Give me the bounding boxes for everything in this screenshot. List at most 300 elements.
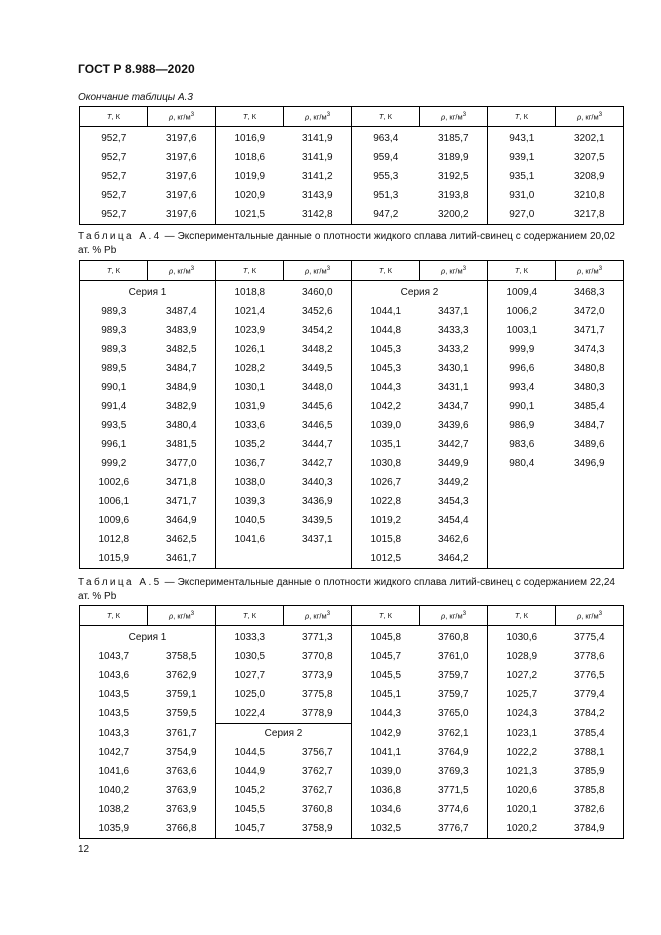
table-cell: 3460,0	[284, 281, 352, 303]
table-cell: 1044,3	[370, 382, 402, 393]
table-row	[80, 397, 624, 416]
table-cell: 3761,7	[148, 724, 216, 744]
table-cell: 990,1	[509, 401, 535, 412]
table-cell: 1009,6	[98, 515, 130, 526]
table-cell: 1036,7	[234, 458, 266, 469]
table-cell: 1044,3	[370, 708, 402, 720]
table-cell: 1045,3	[370, 344, 402, 355]
table-cell: 1023,1	[506, 727, 538, 739]
table-cell: 1006,1	[98, 496, 130, 507]
table-cell: 3784,2	[573, 708, 605, 720]
column-symbol: ρ	[440, 266, 446, 276]
temperature-header	[352, 261, 420, 281]
table-cell: 1041,1	[370, 747, 402, 758]
series-label: Серия 2	[216, 724, 352, 744]
table-cell: 3762,1	[420, 724, 488, 744]
table-cell: 1040,2	[98, 785, 130, 796]
table-cell: 1045,7	[234, 823, 266, 834]
unit-exponent: 3	[598, 265, 603, 272]
table-cell: 3200,2	[420, 205, 488, 225]
table-cell: 3771,3	[284, 626, 352, 648]
density-header	[420, 606, 488, 626]
table-row	[80, 359, 624, 378]
column-symbol: T	[514, 266, 520, 275]
table-cell: 3760,8	[420, 626, 488, 648]
table-cell: 3471,7	[148, 492, 216, 511]
table-cell: 3764,9	[420, 743, 488, 762]
table-cell: 3758,5	[148, 647, 216, 666]
table-cell: 1022,4	[216, 704, 284, 724]
column-unit: , кг/м	[309, 112, 327, 122]
table-cell: 3484,7	[573, 420, 605, 431]
table-a5-caption-label: Таблица А.5	[78, 577, 162, 588]
density-header	[556, 606, 624, 626]
table-row	[80, 340, 624, 359]
table-row	[80, 704, 624, 724]
table-cell: 3192,5	[420, 167, 488, 186]
temperature-header	[488, 261, 556, 281]
table-cell: 1030,5	[234, 651, 266, 662]
column-symbol: ρ	[168, 112, 174, 122]
table-cell: 1035,2	[234, 439, 266, 450]
table-cell: 3482,9	[148, 397, 216, 416]
table-cell: 1044,9	[234, 766, 266, 777]
table-cell: 1021,4	[234, 306, 266, 317]
temperature-header	[80, 107, 148, 127]
table-cell: 989,3	[101, 344, 127, 355]
table-cell: 3759,5	[148, 704, 216, 724]
column-symbol: T	[106, 611, 112, 620]
table-cell: 3436,9	[284, 492, 352, 511]
column-symbol: T	[514, 611, 520, 620]
table-row	[80, 186, 624, 205]
table-row	[80, 473, 624, 492]
column-unit: , К	[519, 112, 529, 121]
table-cell: 1030,8	[370, 458, 402, 469]
unit-exponent: 3	[462, 610, 467, 617]
table-cell: 3763,9	[148, 781, 216, 800]
table-cell: 3433,3	[420, 321, 488, 340]
table-row	[80, 205, 624, 225]
unit-exponent: 3	[598, 610, 603, 617]
table-cell: 3484,9	[148, 378, 216, 397]
table-cell: 1045,8	[370, 632, 402, 643]
table-a3-caption: Окончание таблицы А.3	[78, 92, 193, 103]
table-row	[80, 666, 624, 685]
table-cell: 980,4	[509, 458, 535, 469]
table-cell: 1021,3	[506, 766, 538, 777]
table-cell: 3142,8	[284, 205, 352, 225]
table-cell: 1018,8	[234, 287, 266, 298]
column-symbol: T	[242, 266, 248, 275]
table-row	[80, 743, 624, 762]
table-cell	[488, 549, 556, 569]
table-cell: 996,1	[101, 439, 127, 450]
table-cell: 989,5	[101, 363, 127, 374]
table-cell: 931,0	[509, 190, 535, 201]
table-cell: 3197,6	[148, 148, 216, 167]
temperature-header	[80, 606, 148, 626]
table-cell: 1043,5	[98, 689, 130, 700]
table-cell: 1034,6	[370, 804, 402, 815]
density-header	[420, 261, 488, 281]
table-cell: 955,3	[373, 171, 399, 182]
column-unit: , кг/м	[445, 266, 463, 276]
table-cell: 3785,8	[573, 785, 605, 796]
table-cell: 3448,0	[284, 378, 352, 397]
table-cell: 1020,1	[506, 804, 538, 815]
temperature-header	[352, 107, 420, 127]
table-cell: 3143,9	[284, 186, 352, 205]
table-cell: 952,7	[101, 190, 127, 201]
table-row	[80, 626, 624, 648]
table-cell: 3439,5	[284, 511, 352, 530]
density-header	[284, 261, 352, 281]
table-cell: 3434,7	[420, 397, 488, 416]
column-unit: , К	[519, 266, 529, 275]
table-cell: 3433,2	[420, 340, 488, 359]
density-header	[148, 606, 216, 626]
unit-exponent: 3	[190, 610, 195, 617]
table-a4	[79, 260, 624, 569]
table-cell: 3452,6	[284, 302, 352, 321]
table-cell: 1028,2	[234, 363, 266, 374]
column-symbol: T	[514, 112, 520, 121]
table-cell: 1039,3	[234, 496, 266, 507]
unit-exponent: 3	[462, 265, 467, 272]
table-row	[80, 454, 624, 473]
table-cell: 927,0	[509, 209, 535, 220]
table-row	[80, 416, 624, 435]
table-cell: 3442,7	[284, 454, 352, 473]
table-cell: 1019,9	[234, 171, 266, 182]
table-cell	[556, 492, 624, 511]
table-cell: 1012,8	[98, 534, 130, 545]
table-cell: 3770,8	[284, 647, 352, 666]
table-row	[80, 511, 624, 530]
density-header	[148, 261, 216, 281]
column-symbol: ρ	[304, 112, 310, 122]
temperature-header	[80, 261, 148, 281]
unit-exponent: 3	[598, 111, 603, 118]
table-cell: 3471,7	[573, 325, 605, 336]
table-cell: 3449,2	[420, 473, 488, 492]
table-cell: 3197,6	[148, 127, 216, 149]
table-cell: 991,4	[101, 401, 127, 412]
table-cell: 3185,7	[420, 127, 488, 149]
column-unit: , К	[247, 266, 257, 275]
table-cell: 3771,5	[420, 781, 488, 800]
column-unit: , кг/м	[309, 611, 327, 621]
column-unit: , К	[519, 611, 529, 620]
table-a5-caption	[78, 576, 615, 604]
column-unit: , К	[383, 611, 393, 620]
table-cell: 1044,5	[234, 747, 266, 758]
table-cell: 1045,2	[234, 785, 266, 796]
table-cell: 939,1	[509, 152, 535, 163]
table-cell: 3483,9	[148, 321, 216, 340]
table-cell: 1033,6	[234, 420, 266, 431]
table-cell: 3765,0	[420, 704, 488, 724]
unit-exponent: 3	[190, 111, 195, 118]
table-cell: 1020,2	[506, 823, 538, 834]
table-cell	[556, 511, 624, 530]
table-cell: 3462,6	[420, 530, 488, 549]
table-cell: 3208,9	[573, 171, 605, 182]
table-cell: 1045,5	[234, 804, 266, 815]
table-row	[80, 127, 624, 149]
table-cell: 1020,9	[234, 190, 266, 201]
temperature-header	[216, 606, 284, 626]
table-row	[80, 302, 624, 321]
table-row	[80, 148, 624, 167]
table-cell: 1002,6	[98, 477, 130, 488]
table-cell: 1043,7	[98, 651, 130, 662]
table-cell	[556, 473, 624, 492]
table-cell: 1035,9	[98, 823, 130, 834]
density-header	[420, 107, 488, 127]
table-cell: 1025,7	[506, 689, 538, 700]
table-cell: 1033,3	[234, 632, 266, 643]
table-cell: 3496,9	[573, 458, 605, 469]
table-cell: 3481,5	[148, 435, 216, 454]
table-cell: 983,6	[509, 439, 535, 450]
table-cell: 1043,3	[98, 727, 130, 739]
table-cell: 963,4	[373, 133, 399, 144]
table-cell: 3778,9	[284, 704, 352, 724]
table-cell: 3217,8	[573, 209, 605, 220]
table-cell: 3468,3	[573, 287, 605, 298]
table-cell: 1026,1	[234, 344, 266, 355]
table-row	[80, 819, 624, 839]
column-symbol: ρ	[304, 611, 310, 621]
table-cell: 3480,4	[148, 416, 216, 435]
table-row	[80, 647, 624, 666]
table-cell: 3197,6	[148, 205, 216, 225]
table-row	[80, 435, 624, 454]
table-cell: 947,2	[373, 209, 399, 220]
column-unit: , кг/м	[309, 266, 327, 276]
table-cell: 3472,0	[573, 306, 605, 317]
table-cell: 3197,6	[148, 186, 216, 205]
table-cell: 959,4	[373, 152, 399, 163]
table-cell: 1032,5	[370, 823, 402, 834]
table-cell: 3477,0	[148, 454, 216, 473]
column-symbol: T	[378, 266, 384, 275]
temperature-header	[352, 606, 420, 626]
column-unit: , кг/м	[445, 112, 463, 122]
table-cell: 1043,6	[98, 670, 130, 681]
table-cell: 3461,7	[148, 549, 216, 569]
table-cell: 1015,8	[370, 534, 402, 545]
table-cell: 1030,6	[506, 632, 538, 643]
table-cell	[556, 549, 624, 569]
column-unit: , К	[111, 266, 121, 275]
table-cell: 3766,8	[148, 819, 216, 839]
column-unit: , кг/м	[173, 611, 191, 621]
table-cell: 3437,1	[420, 302, 488, 321]
table-row	[80, 685, 624, 704]
table-cell: 3762,7	[284, 781, 352, 800]
table-row	[80, 781, 624, 800]
table-cell: 3779,4	[573, 689, 605, 700]
table-cell: 3762,7	[284, 762, 352, 781]
table-cell: 1012,5	[370, 553, 402, 564]
table-cell: 1041,6	[234, 534, 266, 545]
table-row	[80, 378, 624, 397]
document-header: ГОСТ Р 8.988—2020	[78, 62, 195, 76]
table-cell: 3464,2	[420, 549, 488, 569]
table-cell: 1044,8	[370, 325, 402, 336]
table-cell: 3449,9	[420, 454, 488, 473]
table-cell: 3774,6	[420, 800, 488, 819]
table-row	[80, 321, 624, 340]
column-symbol: T	[242, 112, 248, 121]
header-row	[80, 606, 624, 626]
table-cell: 3769,3	[420, 762, 488, 781]
table-cell: 3141,2	[284, 167, 352, 186]
series-label: Серия 1	[80, 626, 216, 648]
table-cell: 1036,8	[370, 785, 402, 796]
density-header	[284, 107, 352, 127]
table-cell: 1045,7	[370, 651, 402, 662]
table-cell: 1026,7	[370, 477, 402, 488]
table-cell: 1045,1	[370, 689, 402, 700]
table-cell: 986,9	[509, 420, 535, 431]
column-unit: , кг/м	[173, 112, 191, 122]
table-cell: 3775,4	[573, 632, 605, 643]
temperature-header	[488, 107, 556, 127]
table-cell: 3471,8	[148, 473, 216, 492]
density-header	[148, 107, 216, 127]
series-label: Серия 1	[80, 281, 216, 303]
table-cell: 1041,6	[98, 766, 130, 777]
table-cell	[488, 511, 556, 530]
table-cell: 3776,7	[420, 819, 488, 839]
table-cell: 935,1	[509, 171, 535, 182]
table-cell: 1039,0	[370, 766, 402, 777]
table-cell	[556, 530, 624, 549]
table-a5	[79, 605, 624, 839]
table-cell: 1025,0	[234, 689, 266, 700]
table-cell: 3761,0	[420, 647, 488, 666]
table-cell: 3440,3	[284, 473, 352, 492]
column-symbol: ρ	[576, 112, 582, 122]
table-row	[80, 800, 624, 819]
table-row	[80, 549, 624, 569]
column-symbol: ρ	[168, 611, 174, 621]
table-cell: 3758,9	[284, 819, 352, 839]
header-row	[80, 261, 624, 281]
page-number: 12	[78, 844, 90, 855]
unit-exponent: 3	[326, 265, 331, 272]
unit-exponent: 3	[326, 610, 331, 617]
table-cell: 3141,9	[284, 127, 352, 149]
column-unit: , К	[111, 611, 121, 620]
column-symbol: ρ	[576, 611, 582, 621]
table-cell: 1015,9	[98, 553, 130, 564]
table-cell: 3454,3	[420, 492, 488, 511]
table-row	[80, 762, 624, 781]
table-row	[80, 530, 624, 549]
table-cell: 3202,1	[573, 133, 605, 144]
table-cell: 1045,5	[370, 670, 402, 681]
table-cell: 1035,1	[370, 439, 402, 450]
table-cell: 3454,4	[420, 511, 488, 530]
column-symbol: T	[378, 112, 384, 121]
table-cell: 3437,1	[284, 530, 352, 549]
table-cell: 3445,6	[284, 397, 352, 416]
table-cell: 3454,2	[284, 321, 352, 340]
table-cell: 3446,5	[284, 416, 352, 435]
table-cell: 1039,0	[370, 420, 402, 431]
table-cell: 3763,9	[148, 800, 216, 819]
table-a5-caption-text: — Экспериментальные данные о плотности жидкого сплава литий-свинец с содержанием 22,24 ат. % Pb	[78, 577, 615, 602]
table-row	[80, 167, 624, 186]
table-cell: 1018,6	[234, 152, 266, 163]
column-symbol: ρ	[304, 266, 310, 276]
table-cell: 1042,9	[370, 727, 402, 739]
table-cell	[488, 530, 556, 549]
density-header	[556, 261, 624, 281]
table-cell: 3773,9	[284, 666, 352, 685]
table-cell: 3480,8	[573, 363, 605, 374]
column-symbol: ρ	[168, 266, 174, 276]
table-cell: 1022,8	[370, 496, 402, 507]
table-cell: 993,4	[509, 382, 535, 393]
table-cell: 3464,9	[148, 511, 216, 530]
table-row	[80, 492, 624, 511]
table-cell: 1021,5	[234, 209, 266, 220]
table-cell: 3782,6	[573, 804, 605, 815]
table-row	[80, 281, 624, 303]
table-cell: 1038,0	[234, 477, 266, 488]
density-header	[556, 107, 624, 127]
column-unit: , кг/м	[173, 266, 191, 276]
table-cell: 1043,5	[98, 708, 130, 720]
table-cell: 1044,1	[370, 306, 402, 317]
column-unit: , К	[247, 611, 257, 620]
table-cell: 3431,1	[420, 378, 488, 397]
table-a3	[79, 106, 624, 225]
table-cell: 3785,9	[573, 766, 605, 777]
table-cell: 1022,2	[506, 747, 538, 758]
table-cell: 3775,8	[284, 685, 352, 704]
table-cell: 1006,2	[506, 306, 538, 317]
table-cell: 3193,8	[420, 186, 488, 205]
header-row	[80, 107, 624, 127]
table-cell: 1016,9	[234, 133, 266, 144]
table-cell: 1019,2	[370, 515, 402, 526]
table-cell: 3449,5	[284, 359, 352, 378]
column-unit: , К	[111, 112, 121, 121]
table-cell: 1027,7	[234, 670, 266, 681]
column-unit: , К	[383, 112, 393, 121]
series-label: Серия 2	[352, 281, 488, 303]
column-unit: , кг/м	[581, 266, 599, 276]
table-cell: 1042,7	[98, 747, 130, 758]
column-unit: , кг/м	[581, 112, 599, 122]
table-cell: 3474,3	[573, 344, 605, 355]
table-cell: 996,6	[509, 363, 535, 374]
density-header	[284, 606, 352, 626]
table-cell: 3762,9	[148, 666, 216, 685]
table-row	[80, 724, 624, 744]
column-unit: , кг/м	[445, 611, 463, 621]
column-symbol: ρ	[440, 112, 446, 122]
table-cell: 3763,6	[148, 762, 216, 781]
table-cell: 3482,5	[148, 340, 216, 359]
